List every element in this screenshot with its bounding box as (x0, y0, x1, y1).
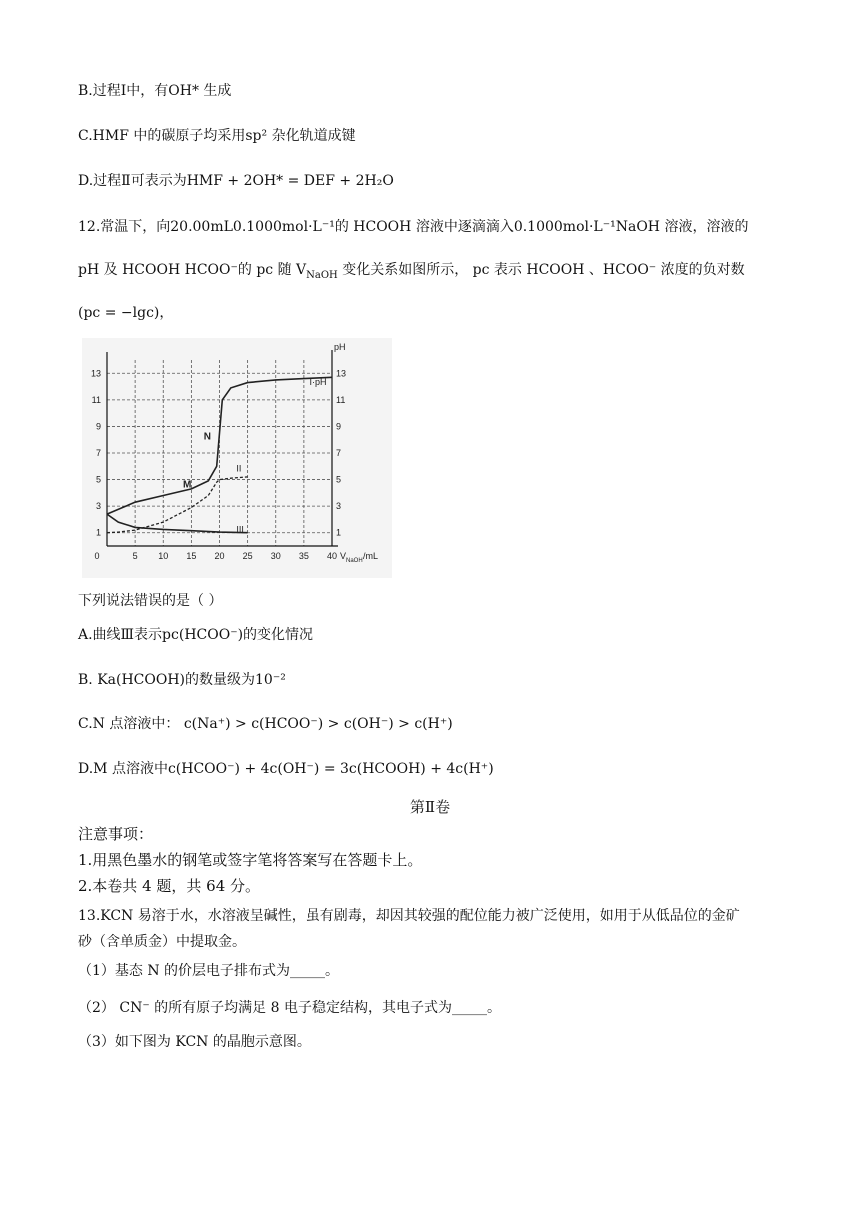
y-tick-label-left: 13 (90, 368, 101, 379)
q12-stem2-text: pH 及 HCOOH HCOO⁻的 pc 随 V (78, 262, 307, 278)
x-tick-label: 5 (132, 551, 138, 561)
q13-part3: （3）如下图为 KCN 的晶胞示意图。 (78, 1034, 311, 1050)
y-tick-label-right: 13 (336, 368, 347, 379)
x-tick-label: 25 (242, 551, 253, 561)
point-label: N (203, 431, 211, 443)
x-tick-label: 40 (326, 551, 338, 561)
q12-option-d: D.M 点溶液中c(HCOO⁻) + 4c(OH⁻) = 3c(HCOOH) + 4c(H⁺) (78, 761, 494, 777)
y-tick-label-left: 5 (95, 474, 101, 485)
y-tick-label-left: 11 (91, 394, 101, 405)
x-tick-label: 10 (158, 551, 169, 561)
curve-label: I·pH (309, 377, 327, 388)
notice-title: 注意事项： (78, 825, 154, 843)
notice-1: 1.用黑色墨水的钢笔或签字笔将答案写在答题卡上。 (78, 851, 423, 869)
curve-label: III (236, 524, 244, 535)
q13-stem-line2: 砂（含单质金）中提取金。 (78, 934, 246, 950)
y-tick-label-right: 7 (336, 448, 342, 458)
x-tick-label: 0 (94, 551, 100, 561)
series-line-3 (107, 514, 248, 533)
q12-stem2-sub: NaOH (306, 269, 338, 281)
x-axis-label-unit: /mL (363, 551, 379, 561)
y-tick-label-right: 11 (336, 394, 346, 405)
curve-label: II (236, 463, 242, 474)
notice-2: 2.本卷共 4 题，共 64 分。 (78, 877, 261, 895)
y-tick-label-left: 7 (95, 448, 101, 458)
q12-stem2-rest: 变化关系如图所示， pc 表示 HCOOH 、HCOO⁻ 浓度的负对数 (337, 262, 745, 278)
x-tick-label: 15 (186, 551, 197, 561)
q12-option-a: A.曲线Ⅲ表示pc(HCOO⁻)的变化情况 (78, 627, 314, 643)
y-tick-label-right: 9 (336, 421, 342, 432)
y-tick-label-right: 5 (336, 474, 342, 485)
q12-option-c: C.N 点溶液中： c(Na⁺) > c(HCOO⁻) > c(OH⁻) > c(H⁺) (78, 716, 453, 732)
q12-prompt: 下列说法错误的是（ ） (78, 593, 223, 609)
q11-option-b: B.过程Ⅰ中，有OH* 生成 (78, 83, 232, 99)
y-axis-label-ph: pH (334, 342, 346, 352)
y-tick-label-right: 1 (336, 527, 342, 538)
x-tick-label: 30 (270, 551, 281, 561)
x-tick-label: 20 (214, 551, 225, 561)
y-tick-label-left: 9 (95, 421, 101, 432)
x-axis-label: V (340, 551, 347, 561)
q13-stem-line1: 13.KCN 易溶于水，水溶液呈碱性，虽有剧毒，却因其较强的配位能力被广泛使用，如用于从低品位的金矿 (78, 908, 740, 924)
y-tick-label-left: 1 (95, 527, 101, 538)
q13-part1: （1）基态 N 的价层电子排布式为_____。 (78, 963, 340, 979)
titration-chart (82, 338, 392, 578)
q11-option-c: C.HMF 中的碳原子均采用sp² 杂化轨道成键 (78, 128, 356, 144)
q12-option-b: B. Ka(HCOOH)的数量级为10⁻² (78, 672, 286, 688)
section-title: 第Ⅱ卷 (409, 798, 451, 816)
q13-part2: （2） CN⁻ 的所有原子均满足 8 电子稳定结构，其电子式为_____。 (78, 1000, 501, 1016)
q12-stem-line3: (pc = −lgc)， (78, 305, 174, 321)
q11-option-d: D.过程Ⅱ可表示为HMF + 2OH* = DEF + 2H₂O (78, 173, 394, 189)
q12-stem-line1: 12.常温下，向20.00mL0.1000mol·L⁻¹的 HCOOH 溶液中逐滴滴入0.1000mol·L⁻¹NaOH 溶液，溶液的 (78, 219, 749, 235)
q12-stem-line2 (78, 259, 745, 281)
y-tick-label-right: 3 (336, 501, 342, 512)
y-tick-label-left: 3 (95, 501, 101, 512)
x-tick-label: 35 (298, 551, 309, 561)
x-axis-label-sub: NaOH (346, 558, 363, 564)
point-label: M (182, 479, 192, 491)
